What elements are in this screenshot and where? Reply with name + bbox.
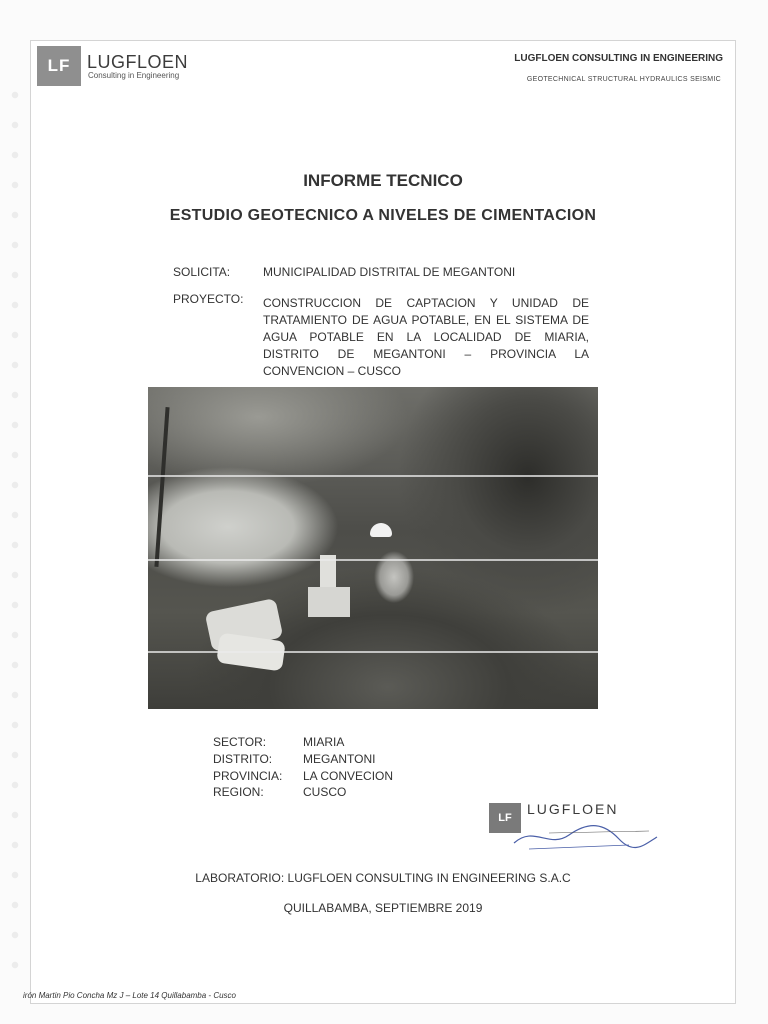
photo-helmet [370, 523, 392, 537]
header-services: GEOTECHNICAL STRUCTURAL HYDRAULICS SEISMIC [526, 76, 721, 83]
photo-equipment [308, 587, 350, 617]
provincia-value: LA CONVECION [303, 769, 394, 783]
header-company-name: LUGFLOEN CONSULTING IN ENGINEERING [514, 53, 723, 64]
scan-line [148, 475, 598, 477]
stamp-company-name: LUGFLOEN [527, 801, 619, 817]
document-subtitle: ESTUDIO GEOTECNICO A NIVELES DE CIMENTACION [169, 207, 597, 224]
proyecto-value: CONSTRUCCION DE CAPTACION Y UNIDAD DE TRATAMIENTO DE AGUA POTABLE, EN EL SISTEMA DE AGUA POTABLE EN LA LOCALIDAD DE MIARIA, DISTRITO DE MEGANTONI – PROVINCIA LA CONVENCION – CUSCO [263, 296, 589, 378]
site-photo [148, 387, 598, 709]
solicita-value: MUNICIPALIDAD DISTRITAL DE MEGANTONI [263, 265, 516, 279]
photo-worker [366, 535, 422, 615]
company-stamp [489, 801, 659, 857]
scan-line [148, 651, 598, 653]
place-date: QUILLABAMBA, SEPTIEMBRE 2019 [283, 901, 483, 915]
sector-value: MIARIA [303, 735, 345, 749]
signature [509, 815, 659, 855]
sector-label: SECTOR: [213, 735, 267, 749]
region-value: CUSCO [303, 785, 347, 799]
provincia-label: PROVINCIA: [213, 769, 283, 783]
scan-line [148, 559, 598, 561]
region-label: REGION: [213, 785, 264, 799]
company-logo-mark: LF [37, 46, 81, 86]
footer-address: irón Martin Pio Concha Mz J – Lote 14 Quillabamba - Cusco [23, 991, 236, 1000]
binder-holes [10, 80, 20, 980]
company-logo-name: LUGFLOEN [87, 52, 189, 72]
distrito-value: MEGANTONI [303, 752, 376, 766]
stamp-logo-mark: LF [489, 803, 521, 833]
distrito-label: DISTRITO: [213, 752, 273, 766]
document-title: INFORME TECNICO [303, 171, 463, 190]
proyecto-label: PROYECTO: [173, 292, 244, 306]
document-page [23, 40, 736, 1004]
solicita-label: SOLICITA: [173, 265, 231, 279]
laboratory-line: LABORATORIO: LUGFLOEN CONSULTING IN ENGINEERING S.A.C [195, 871, 571, 885]
photo-tree-trunk [154, 407, 169, 567]
company-logo-tagline: Consulting in Engineering [88, 71, 180, 80]
